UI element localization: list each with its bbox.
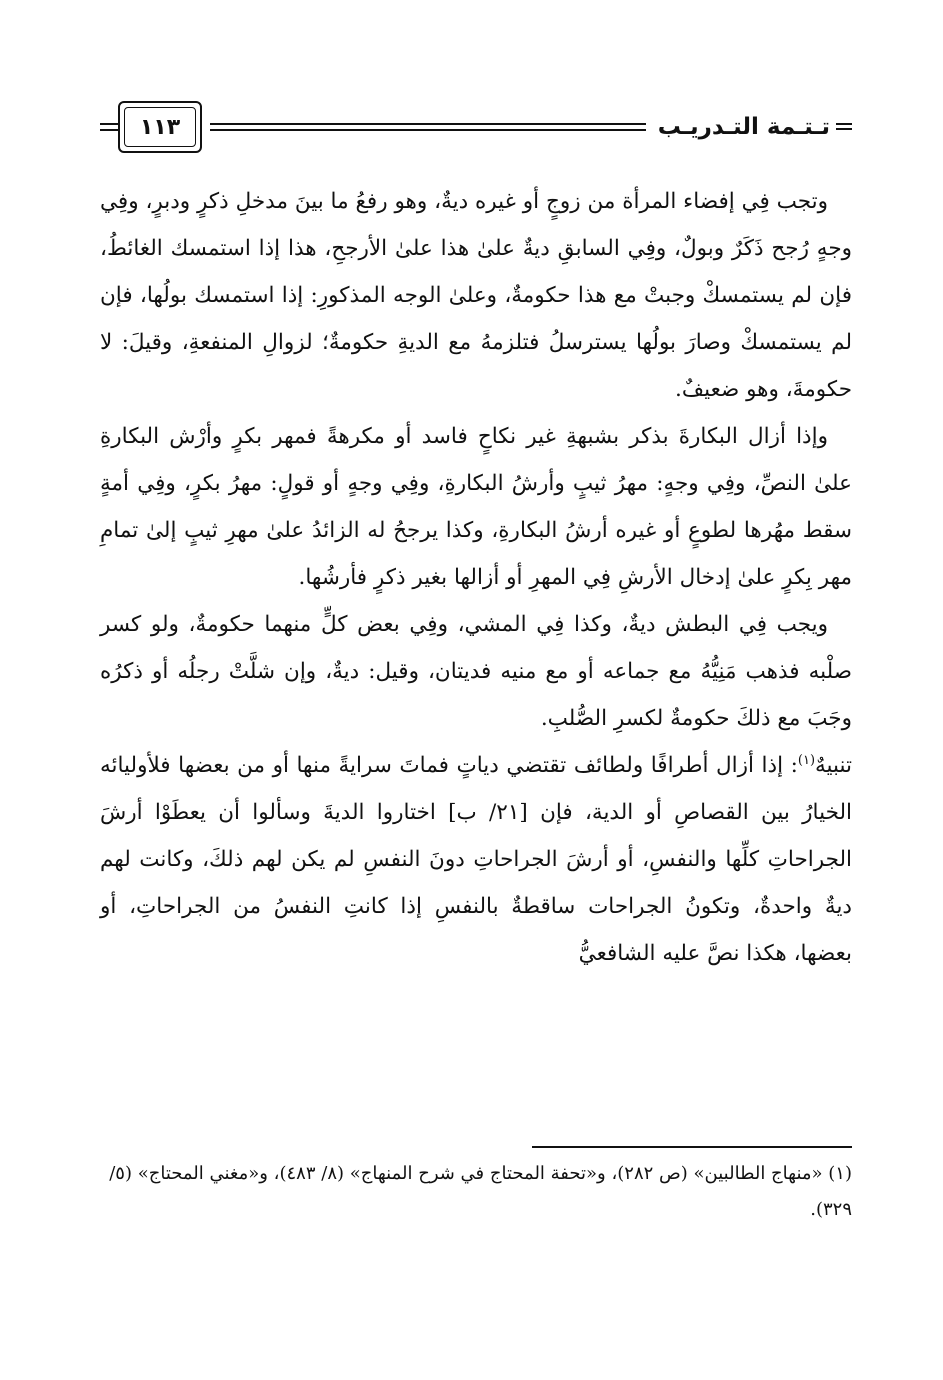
footnote-reference[interactable]: (١) [797,752,816,768]
paragraph-1: وتجب فِي إفضاء المرأة من زوجٍ أو غيره ديةٌ، وهو رفعُ ما بينَ مدخلِ ذكرٍ ودبرٍ، وفِي وجهٍ رُجح ذَكَرٌ وبولٌ، وفِي السابقِ ديةٌ علىٰ هذا علىٰ الأرجحِ، هذا إذا استمسك الغائطُ، فإن لم يستمسكْ وجبتْ مع هذا حكومةٌ، وعلىٰ الوجه المذكورِ: إذا استمسك بولُها، فإن لم يستمسكْ وصارَ بولُها يسترسلُ فتلزمهُ مع الديةِ حكومةٌ؛ لزوالِ المنفعةِ، وقيلَ: لا حكومةَ، وهو ضعيفٌ. [100,189,852,402]
paragraph-4 [100,742,852,977]
notice-label: تنبيهٌ [815,753,852,778]
paragraph-4-text: : إذا أزال أطرافًا ولطائف تقتضي دياتٍ فماتَ سرايةً منها أو من بعضها فلأوليائه الخيارُ بين القصاصِ أو الدية، فإن [٢١/ ب] اختاروا الديةَ وسألوا أن يعطَوْا أرشَ الجراحاتِ كلِّها والنفسِ، أو أرشَ الجراحاتِ دونَ النفسِ لم يكن لهم ذلكَ، وكانت لهم ديةٌ واحدةٌ، وتكونُ الجراحات ساقطةٌ بالنفسِ إذا كانتِ النفسُ من الجراحاتِ، أو بعضها، هكذا نصَّ عليه الشافعيُّ [100,753,852,966]
footnote-1: (١) «منهاج الطالبين» (ص ٢٨٢)، و«تحفة المحتاج في شرح المنهاج» (٨/ ٤٨٣)، و«مغني المحتاج» (٥/ ٣٢٩). [109,1163,852,1220]
page-number-frame [118,101,202,153]
title-dash-ornament [836,123,852,125]
footnotes [100,1156,852,1228]
header-double-rule [210,122,646,132]
running-title [650,114,852,140]
running-title-text: تـتـمة التـدريـب [657,114,830,140]
page-number: ١١٣ [139,114,181,140]
header-rule-tail [100,122,118,132]
paragraph-2: وإذا أزال البكارةَ بذكر بشبهةِ غير نكاحٍ فاسد أو مكرهةً فمهر بكرٍ وأرْش البكارةِ علىٰ النصِّ، وفِي وجهٍ: مهرُ ثيبٍ وأرشُ البكارةِ، وفِي وجهٍ أو قولٍ: مهرُ بكرٍ، وفِي أمةٍ سقط مهُرها لطوعٍ أو غيره أرشُ البكارةِ، وكذا يرجحُ له الزائدُ علىٰ مهرِ ثيبٍ إلىٰ تمامِ مهر بِكرٍ علىٰ إدخال الأرشِ فِي المهرِ أو أزالها بغير ذكرٍ فأرشُها. [100,424,852,590]
running-header [100,88,852,166]
footnote-separator [532,1146,852,1148]
paragraph-3: ويجب فِي البطش ديةٌ، وكذا فِي المشي، وفِي بعض كلٍّ منهما حكومةٌ، ولو كسر صلْبه فذهب مَنِيُّهُ مع جماعه أو مع منيه فديتان، وقيل: ديةٌ، وإن شلَّتْ رجلُه أو ذكرُه وجَبَ مع ذلكَ حكومةٌ لكسرِ الصُّلبِ. [100,612,852,731]
main-text [100,178,852,977]
